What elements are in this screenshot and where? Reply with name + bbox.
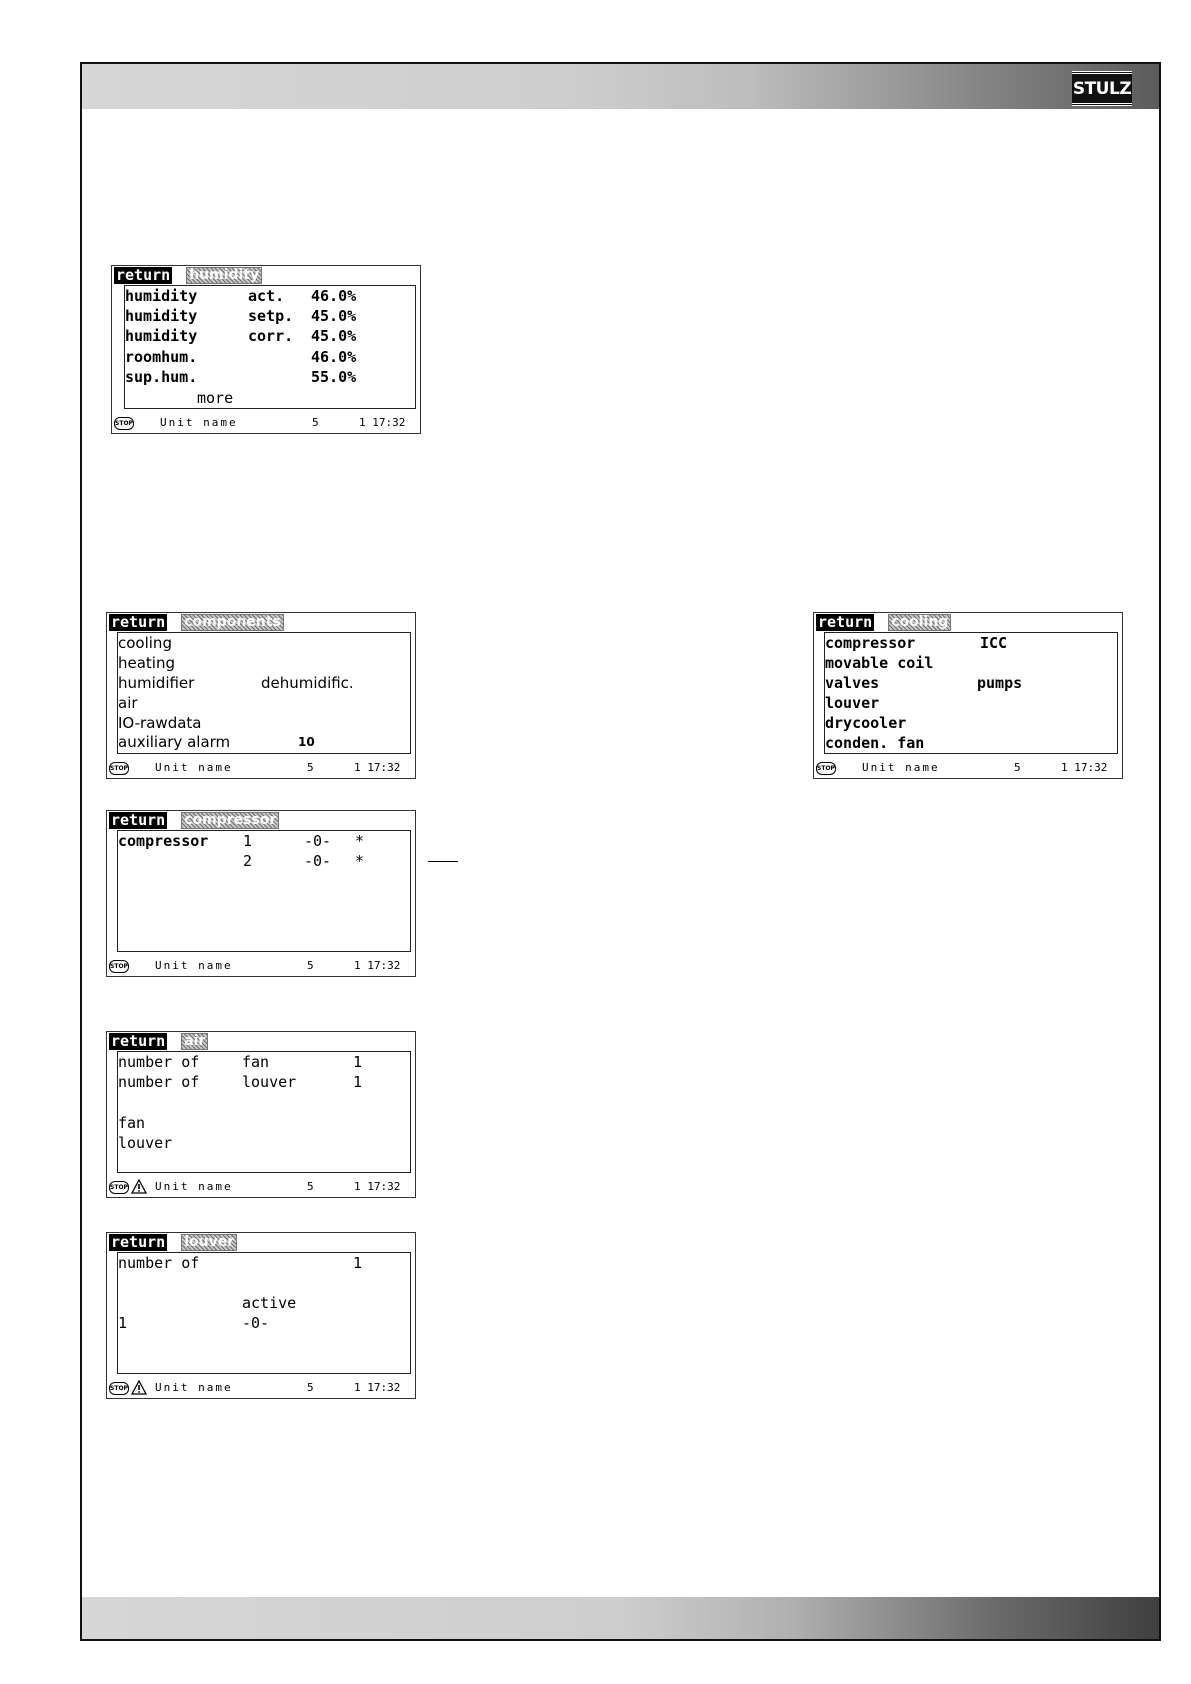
status-time: 1 17:32: [354, 959, 401, 972]
active-header: active: [242, 1294, 297, 1312]
stop-icon: STOP: [114, 417, 134, 430]
list-item[interactable]: [118, 1133, 172, 1153]
list-item[interactable]: [825, 713, 907, 733]
stop-icon: STOP: [109, 762, 129, 775]
item-label: louver: [825, 694, 880, 712]
item-qualifier: setp.: [248, 307, 294, 325]
item-value: 46.0%: [311, 348, 357, 366]
display-content: [824, 632, 1118, 754]
list-item[interactable]: [125, 286, 357, 306]
item-label: IO-rawdata: [118, 714, 202, 732]
unit-number: 5: [307, 1381, 316, 1394]
louver-state: -0-: [242, 1314, 270, 1332]
column-header: [118, 1293, 297, 1313]
item-label: fan: [118, 1114, 146, 1132]
display-content: [124, 285, 416, 409]
return-button[interactable]: return: [818, 613, 873, 631]
screen-title: air: [181, 1033, 208, 1050]
list-item[interactable]: [125, 306, 357, 326]
item-label: auxiliary alarm: [118, 733, 231, 751]
tab-bar: [109, 1033, 208, 1050]
compressor-marker: *: [355, 852, 365, 870]
item-label: heating: [118, 654, 176, 672]
list-item[interactable]: [118, 1113, 172, 1133]
tab-bar: [109, 614, 284, 631]
list-item[interactable]: [118, 673, 354, 693]
item-value: 55.0%: [311, 368, 357, 386]
item-label[interactable]: dehumidific.: [261, 674, 354, 692]
connector-line: [428, 861, 458, 862]
list-item[interactable]: [118, 693, 147, 713]
status-time: 1 17:32: [1061, 761, 1108, 774]
display-air: [106, 1031, 416, 1198]
item-label[interactable]: pumps: [977, 674, 1023, 692]
unit-name: Unit name: [155, 761, 233, 774]
display-content: [117, 1051, 411, 1173]
item-label: valves: [825, 674, 880, 692]
tab-bar: [109, 1234, 237, 1251]
item-label: cooling: [118, 634, 172, 652]
list-item[interactable]: [118, 1072, 363, 1092]
return-button[interactable]: return: [111, 1233, 166, 1251]
return-button[interactable]: return: [111, 613, 166, 631]
return-button[interactable]: return: [111, 811, 166, 829]
status-bar: [109, 1178, 413, 1196]
list-item[interactable]: [118, 1253, 363, 1273]
status-bar: [109, 1379, 413, 1397]
screen-title: components: [181, 614, 284, 631]
unit-number: 5: [307, 959, 316, 972]
display-humidity: [111, 265, 421, 434]
item-label: humidity: [125, 327, 198, 345]
list-item[interactable]: [825, 693, 879, 713]
item-value: 45.0%: [311, 307, 357, 325]
compressor-index: 2: [243, 852, 253, 870]
alarm-count: 10: [298, 735, 315, 749]
unit-name: Unit name: [155, 959, 233, 972]
display-content: [117, 830, 411, 952]
compressor-value: -0-: [304, 832, 332, 850]
footer-band: [82, 1597, 1159, 1639]
tab-bar: [109, 812, 279, 829]
list-item[interactable]: [118, 1052, 363, 1072]
screen-title: compressor: [181, 812, 279, 829]
stulz-logo: STULZ: [1072, 71, 1132, 106]
item-value: 46.0%: [311, 287, 357, 305]
item-label: sup.hum.: [125, 368, 198, 386]
unit-number: 5: [307, 761, 316, 774]
unit-name: Unit name: [160, 416, 238, 429]
display-cooling: [813, 612, 1123, 779]
list-item[interactable]: [825, 733, 925, 753]
header-band: [82, 64, 1159, 109]
item-label: roomhum.: [125, 348, 198, 366]
item-label: conden. fan: [825, 734, 925, 752]
list-item[interactable]: [825, 673, 1023, 693]
compressor-value: -0-: [304, 852, 332, 870]
warning-icon: [131, 1380, 147, 1395]
item-qualifier: louver: [242, 1073, 297, 1091]
status-time: 1 17:32: [354, 1381, 401, 1394]
item-qualifier: act.: [248, 287, 285, 305]
tab-bar: [114, 267, 262, 284]
stop-icon: STOP: [109, 1181, 129, 1194]
item-label: number of: [118, 1073, 200, 1091]
stop-icon: STOP: [109, 1382, 129, 1395]
status-time: 1 17:32: [354, 1180, 401, 1193]
list-item[interactable]: [825, 653, 934, 673]
item-label: number of: [118, 1053, 200, 1071]
list-item[interactable]: [118, 851, 365, 871]
item-label: louver: [118, 1134, 173, 1152]
status-bar: [114, 414, 418, 432]
item-value: 1: [353, 1073, 363, 1091]
list-item[interactable]: [118, 713, 202, 733]
list-item[interactable]: [125, 367, 357, 387]
status-time: 1 17:32: [359, 416, 406, 429]
screen-title: humidity: [186, 267, 262, 284]
item-label: drycooler: [825, 714, 907, 732]
return-button[interactable]: return: [116, 266, 171, 284]
item-value: 45.0%: [311, 327, 357, 345]
compressor-index: 1: [243, 832, 253, 850]
louver-index: 1: [118, 1314, 128, 1332]
item-label: number of: [118, 1254, 200, 1272]
display-compressor: [106, 810, 416, 977]
item-value: 1: [353, 1254, 363, 1272]
unit-number: 5: [307, 1180, 316, 1193]
warning-icon: [131, 1179, 147, 1194]
item-label: humidity: [125, 307, 198, 325]
tab-bar: [816, 614, 951, 631]
item-value: 1: [353, 1053, 363, 1071]
display-louver: [106, 1232, 416, 1399]
list-item[interactable]: [118, 653, 176, 673]
screen-title: cooling: [888, 614, 951, 631]
more-label: more: [197, 389, 234, 407]
unit-number: 5: [1014, 761, 1023, 774]
display-content: [117, 632, 411, 754]
more-item[interactable]: [125, 388, 234, 408]
status-bar: [816, 759, 1120, 777]
unit-number: 5: [312, 416, 321, 429]
list-item[interactable]: [118, 831, 365, 851]
list-item[interactable]: [825, 633, 1008, 653]
list-item[interactable]: [125, 347, 357, 367]
list-item[interactable]: [118, 1313, 270, 1333]
unit-name: Unit name: [155, 1180, 233, 1193]
item-label: compressor: [118, 832, 209, 850]
stop-icon: STOP: [816, 762, 836, 775]
item-label[interactable]: ICC: [980, 634, 1008, 652]
status-time: 1 17:32: [354, 761, 401, 774]
item-label: humidifier: [118, 674, 195, 692]
item-label: humidity: [125, 287, 198, 305]
stop-icon: STOP: [109, 960, 129, 973]
status-bar: [109, 957, 413, 975]
display-components: [106, 612, 416, 779]
item-label: air: [118, 694, 138, 712]
list-item[interactable]: [125, 326, 357, 346]
list-item[interactable]: [118, 732, 315, 752]
return-button[interactable]: return: [111, 1032, 166, 1050]
unit-name: Unit name: [862, 761, 940, 774]
unit-name: Unit name: [155, 1381, 233, 1394]
item-label: compressor: [825, 634, 916, 652]
status-bar: [109, 759, 413, 777]
item-qualifier: corr.: [248, 327, 294, 345]
item-qualifier: fan: [242, 1053, 270, 1071]
item-label: movable coil: [825, 654, 934, 672]
list-item[interactable]: [118, 633, 172, 653]
compressor-marker: *: [355, 832, 365, 850]
screen-title: louver: [181, 1234, 237, 1251]
display-content: [117, 1252, 411, 1374]
